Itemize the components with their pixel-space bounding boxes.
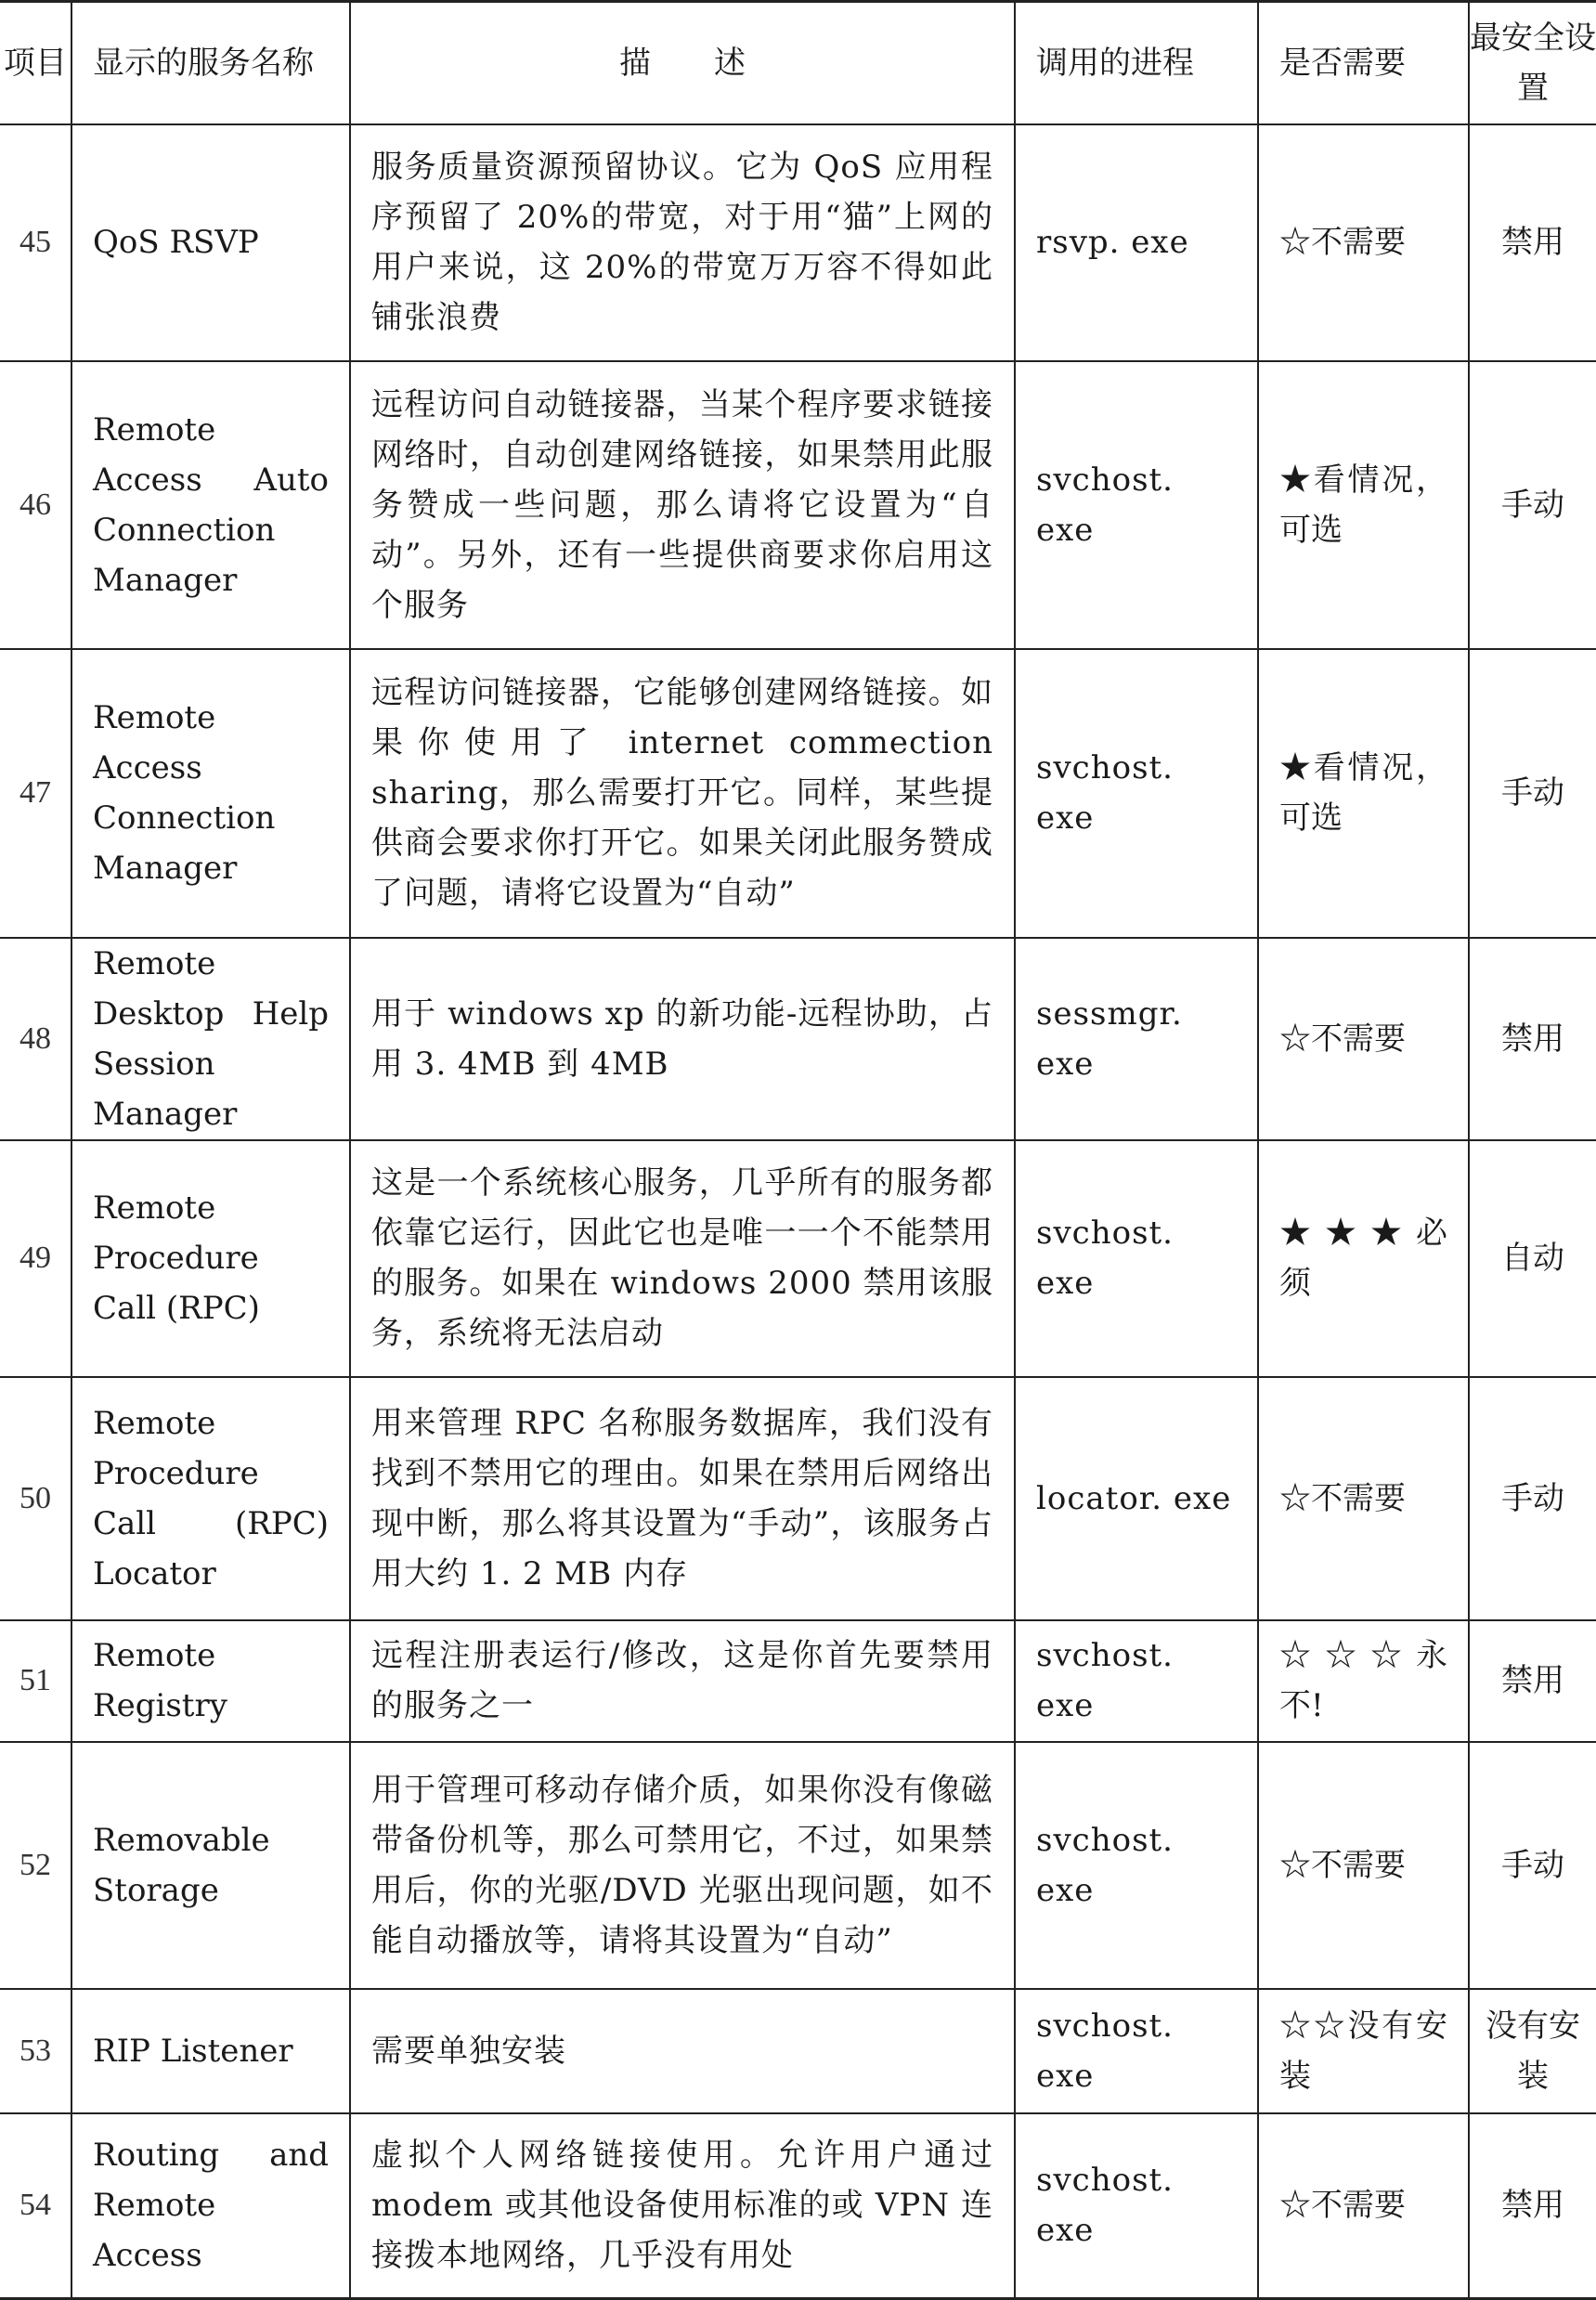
service-needed: ★看情况，可选 [1258,361,1469,649]
service-process: rsvp. exe [1015,124,1258,361]
table-row [0,1377,1596,1620]
service-setting: 禁用 [1469,938,1596,1140]
service-name: Remote Procedure Call (RPC) Locator [71,1377,350,1620]
table-row [0,1742,1596,1989]
service-name: Remote Access Auto Connection Manager [71,361,350,649]
service-setting: 手动 [1469,649,1596,938]
service-process: svchost. exe [1015,2113,1258,2299]
row-number: 47 [0,649,71,938]
row-number: 45 [0,124,71,361]
service-process: svchost. exe [1015,649,1258,938]
service-setting: 手动 [1469,1377,1596,1620]
row-number: 53 [0,1989,71,2113]
service-process: svchost. exe [1015,361,1258,649]
header-process: 调用的进程 [1015,2,1258,124]
service-description: 远程访问自动链接器，当某个程序要求链接网络时，自动创建网络链接，如果禁用此服务赞成一些问题，那么请将它设置为“自动”。另外，还有一些提供商要求你启用这个服务 [350,361,1015,649]
header-needed: 是否需要 [1258,2,1469,124]
service-description: 远程访问链接器，它能够创建网络链接。如果你使用了 internet commection sharing，那么需要打开它。同样，某些提供商会要求你打开它。如果关闭此服务赞成了问题，请将它设置为“自动” [350,649,1015,938]
service-needed: ☆不需要 [1258,1377,1469,1620]
service-name: Remote Access Connection Manager [71,649,350,938]
service-name: RIP Listener [71,1989,350,2113]
service-description: 这是一个系统核心服务，几乎所有的服务都依靠它运行，因此它也是唯一一个不能禁用的服务。如果在 windows 2000 禁用该服务，系统将无法启动 [350,1140,1015,1377]
service-name: Remote Procedure Call (RPC) [71,1140,350,1377]
header-setting: 最安全设置 [1469,2,1596,124]
row-number: 46 [0,361,71,649]
service-needed: ☆ ☆ ☆ 永不! [1258,1620,1469,1742]
service-name: Remote Registry [71,1620,350,1742]
table-row [0,2113,1596,2299]
service-needed: ☆不需要 [1258,2113,1469,2299]
service-setting: 没有安装 [1469,1989,1596,2113]
service-name: Routing and Remote Access [71,2113,350,2299]
service-name: QoS RSVP [71,124,350,361]
service-name: Remote Desktop Help Session Manager [71,938,350,1140]
service-needed: ★ ★ ★ 必须 [1258,1140,1469,1377]
service-process: svchost. exe [1015,1140,1258,1377]
service-setting: 禁用 [1469,1620,1596,1742]
service-description: 用于 windows xp 的新功能-远程协助，占用 3. 4MB 到 4MB [350,938,1015,1140]
service-setting: 禁用 [1469,2113,1596,2299]
row-number: 51 [0,1620,71,1742]
service-needed: ☆不需要 [1258,1742,1469,1989]
header-description: 描 述 [350,2,1015,124]
row-number: 54 [0,2113,71,2299]
service-process: svchost. exe [1015,1742,1258,1989]
header-number: 项目 [0,2,71,124]
service-setting: 自动 [1469,1140,1596,1377]
table-row [0,1140,1596,1377]
table-row [0,1620,1596,1742]
service-setting: 手动 [1469,361,1596,649]
table-row [0,361,1596,649]
service-process: svchost. exe [1015,1620,1258,1742]
service-description: 需要单独安装 [350,1989,1015,2113]
service-setting: 手动 [1469,1742,1596,1989]
service-process: sessmgr. exe [1015,938,1258,1140]
row-number: 48 [0,938,71,1140]
service-needed: ★看情况，可选 [1258,649,1469,938]
header-name: 显示的服务名称 [71,2,350,124]
service-description: 远程注册表运行/修改，这是你首先要禁用的服务之一 [350,1620,1015,1742]
service-needed: ☆不需要 [1258,124,1469,361]
service-description: 虚拟个人网络链接使用。允许用户通过 modem 或其他设备使用标准的或 VPN 连接拨本地网络，几乎没有用处 [350,2113,1015,2299]
table-row [0,649,1596,938]
service-description: 用来管理 RPC 名称服务数据库，我们没有找到不禁用它的理由。如果在禁用后网络出现中断，那么将其设置为“手动”，该服务占用大约 1. 2 MB 内存 [350,1377,1015,1620]
service-description: 用于管理可移动存储介质，如果你没有像磁带备份机等，那么可禁用它，不过，如果禁用后，你的光驱/DVD 光驱出现问题，如不能自动播放等，请将其设置为“自动” [350,1742,1015,1989]
service-process: svchost. exe [1015,1989,1258,2113]
service-setting: 禁用 [1469,124,1596,361]
row-number: 50 [0,1377,71,1620]
service-name: Removable Storage [71,1742,350,1989]
row-number: 49 [0,1140,71,1377]
table-row [0,124,1596,361]
table-header-row [0,2,1596,124]
row-number: 52 [0,1742,71,1989]
service-needed: ☆不需要 [1258,938,1469,1140]
service-description: 服务质量资源预留协议。它为 QoS 应用程序预留了 20%的带宽，对于用“猫”上网的用户来说，这 20%的带宽万万容不得如此铺张浪费 [350,124,1015,361]
table-row [0,938,1596,1140]
table-row [0,1989,1596,2113]
service-needed: ☆☆没有安装 [1258,1989,1469,2113]
service-process: locator. exe [1015,1377,1258,1620]
